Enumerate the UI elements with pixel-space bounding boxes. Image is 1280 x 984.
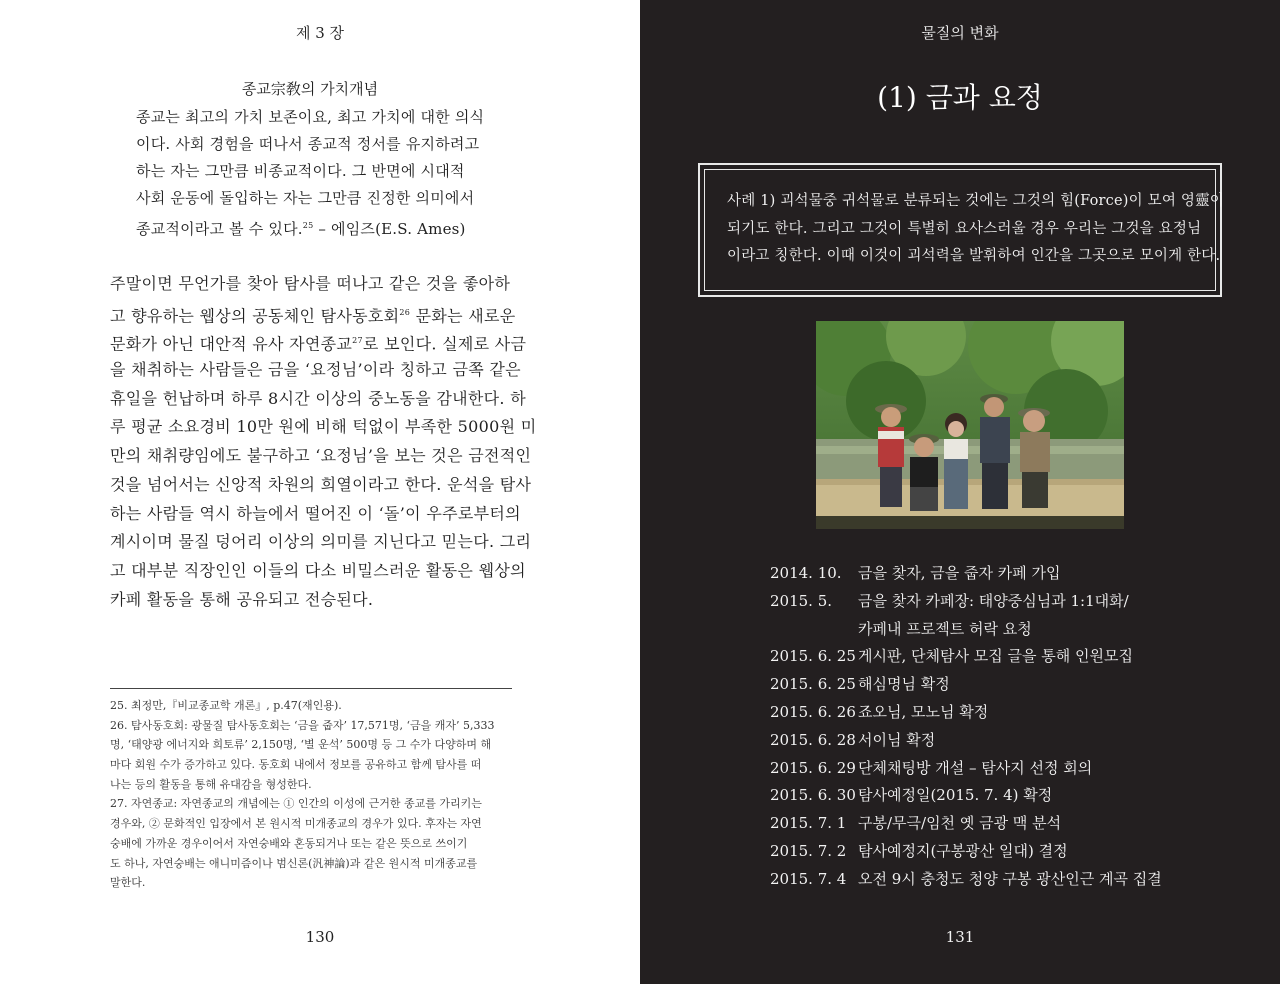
timeline-event: 탐사예정일(2015. 7. 4) 확정 (858, 786, 1053, 805)
footnote-26-line: 나는 등의 활동을 통해 유대감을 형성한다. (110, 777, 312, 791)
case-line: 이라고 칭한다. 이때 이것이 괴석력을 발휘하여 인간을 그곳으로 모이게 한다. (727, 248, 1221, 264)
body-line: 휴일을 헌납하며 하루 8시간 이상의 중노동을 감내한다. 하 (110, 388, 526, 408)
body-line (110, 327, 527, 356)
timeline-event: 금을 찾자 카페장: 태양중심님과 1:1대화/ (858, 591, 1129, 610)
timeline-date: 2015. 6. 30 (770, 786, 856, 805)
timeline-row (770, 866, 1250, 894)
timeline (770, 560, 1250, 894)
footnote-27: 27. 자연종교: 자연종교의 개념에는 ① 인간의 이성에 근거한 종교를 가리키는 (110, 797, 482, 811)
body-line: 만의 채취량임에도 불구하고 ‘요정님’을 보는 것은 금전적인 (110, 446, 532, 466)
footnote-26: 26. 탐사동호회: 광물질 탐사동호회는 ‘금을 줍자’ 17,571명, ‘금을 캐자’ 5,333 (110, 718, 495, 732)
timeline-date: 2015. 6. 28 (770, 730, 856, 749)
footnote-27-line: 경우와, ② 문화적인 입장에서 본 원시적 미개종교의 경우가 있다. 후자는 자연 (110, 817, 482, 831)
footnote-26-line: 명, ‘태양광 에너지와 희토류’ 2,150명, ‘별 운석’ 500명 등 그 수가 다양하며 해 (110, 738, 492, 752)
body-line: 하는 사람들 역시 하늘에서 떨어진 이 ‘돌’이 우주로부터의 (110, 503, 521, 523)
timeline-row (770, 588, 1250, 616)
timeline-event: 단체채팅방 개설 – 탐사지 선정 회의 (858, 758, 1093, 777)
body-text: 문화는 새로운 (410, 306, 516, 326)
group-photo-illustration (816, 321, 1124, 529)
quote-line: 사회 운동에 돌입하는 자는 그만큼 진정한 의미에서 (136, 189, 475, 207)
footnote-27-line: 숭배에 가까운 경우이어서 자연숭배와 혼동되거나 또는 같은 뜻으로 쓰이기 (110, 836, 468, 850)
page-number-left: 130 (305, 928, 335, 946)
timeline-event: 금을 찾자, 금을 줍자 카페 가입 (858, 564, 1061, 582)
timeline-date: 2015. 7. 1 (770, 814, 847, 833)
quote-text: 종교적이라고 볼 수 있다. (136, 220, 303, 238)
body-text: 로 보인다. 실제로 사금 (362, 334, 527, 354)
timeline-row (770, 616, 1250, 644)
footnote-27-line: 말한다. (110, 876, 146, 890)
timeline-event: 서이님 확정 (858, 730, 936, 749)
body-line (110, 299, 516, 328)
timeline-row (770, 782, 1250, 810)
quote-title: 종교宗敎의 가치개념 (241, 80, 379, 98)
timeline-row (770, 727, 1250, 755)
timeline-event: 죠오님, 모노님 확정 (858, 702, 989, 721)
timeline-row (770, 838, 1250, 866)
body-text: 문화가 아닌 대안적 유사 자연종교 (110, 334, 353, 354)
timeline-event: 해심명님 확정 (858, 675, 950, 694)
timeline-row (770, 699, 1250, 727)
timeline-date: 2015. 7. 2 (770, 841, 847, 860)
quote-line (136, 212, 496, 239)
body-text: 고 향유하는 웹상의 공동체인 탐사동호회 (110, 306, 400, 326)
timeline-date: 2015. 6. 29 (770, 758, 856, 777)
timeline-row (770, 671, 1250, 699)
footnote-27-line: 도 하나, 자연숭배는 애니미즘이나 범신론(汎神論)과 같은 원시적 미개종교를 (110, 856, 478, 870)
timeline-date: 2014. 10. (770, 564, 842, 582)
case-line: 되기도 한다. 그리고 그것이 특별히 요사스러울 경우 우리는 그것을 요정님 (727, 220, 1202, 237)
timeline-event: 게시판, 단체탐사 모집 글을 통해 인원모집 (858, 647, 1133, 666)
body-line: 계시이며 물질 덩어리 이상의 의미를 지닌다고 믿는다. 그리 (110, 532, 532, 552)
page-number-right: 131 (945, 928, 975, 946)
timeline-date: 2015. 7. 4 (770, 869, 847, 888)
case-box-inner (704, 169, 1224, 291)
body-line: 것을 넘어서는 신앙적 차원의 희열이라고 한다. 운석을 탐사 (110, 474, 532, 494)
timeline-date (770, 616, 858, 644)
quote-line: 이다. 사회 경험을 떠나서 종교적 정서를 유지하려고 (136, 135, 480, 153)
timeline-row (770, 755, 1250, 783)
timeline-row (770, 810, 1250, 838)
case-line: 사례 1) 괴석물중 귀석물로 분류되는 것에는 그것의 힘(Force)이 모여 영靈이 (727, 193, 1224, 209)
timeline-date: 2015. 6. 25 (770, 675, 856, 694)
footnote-ref-27: 27 (352, 336, 363, 346)
body-paragraph (110, 270, 537, 614)
footnote-26-line: 마다 회원 수가 증가하고 있다. 동호회 내에서 정보를 공유하고 함께 탐사를 떠 (110, 758, 482, 772)
body-line: 카페 활동을 통해 공유되고 전승된다. (110, 589, 374, 609)
running-head-left: 제 3 장 (295, 24, 345, 42)
footnote-divider (110, 688, 512, 689)
timeline-row (770, 643, 1250, 671)
timeline-date: 2015. 6. 25 (770, 647, 856, 666)
group-photo (816, 321, 1124, 529)
timeline-event: 탐사예정지(구봉광산 일대) 결정 (858, 841, 1068, 860)
chapter-title: (1) 금과 요정 (877, 81, 1043, 114)
timeline-row (770, 560, 1250, 588)
quote-block (136, 104, 496, 239)
running-head-right: 물질의 변화 (921, 24, 999, 42)
quote-attribution: – 에임즈(E.S. Ames) (313, 220, 466, 238)
timeline-event: 카페내 프로젝트 허락 요청 (858, 619, 1032, 638)
footnote-ref-25: 25 (302, 221, 314, 230)
body-line: 주말이면 무언가를 찾아 탐사를 떠나고 같은 것을 좋아하 (110, 274, 511, 293)
quote-line: 하는 자는 그만큼 비종교적이다. 그 반면에 시대적 (136, 162, 465, 180)
body-line: 루 평균 소요경비 10만 원에 비해 턱없이 부족한 5000원 미 (110, 417, 537, 437)
footnote-25: 25. 최정만,『비교종교학 개론』, p.47(재인용). (110, 699, 342, 712)
footnotes (110, 696, 514, 893)
footnote-ref-26: 26 (399, 307, 411, 317)
timeline-date: 2015. 6. 26 (770, 702, 856, 721)
right-page (640, 0, 1280, 984)
body-line: 을 채취하는 사람들은 금을 ‘요정님’이라 칭하고 금쪽 같은 (110, 360, 521, 380)
timeline-date: 2015. 5. (770, 591, 833, 610)
case-box (698, 163, 1222, 297)
body-line: 고 대부분 직장인인 이들의 다소 비밀스러운 활동은 웹상의 (110, 560, 526, 580)
quote-line: 종교는 최고의 가치 보존이요, 최고 가치에 대한 의식 (136, 108, 485, 126)
timeline-event: 구봉/무극/임천 옛 금광 맥 분석 (858, 814, 1062, 833)
timeline-event: 오전 9시 충청도 청양 구봉 광산인근 계곡 집결 (858, 869, 1162, 888)
